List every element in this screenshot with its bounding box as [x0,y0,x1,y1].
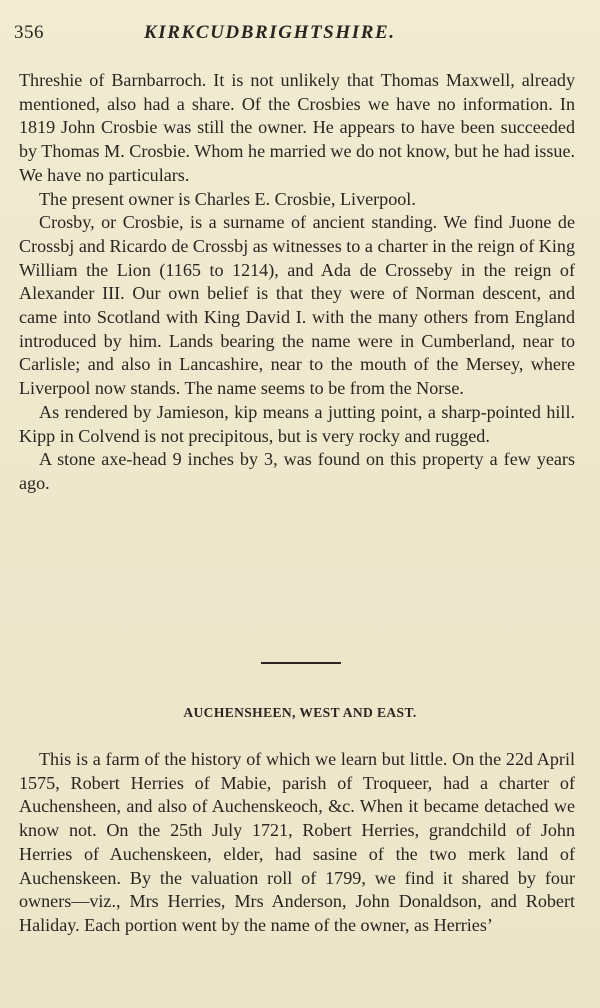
section-crosbie-text [19,69,575,496]
paragraph: Crosby, or Crosbie, is a surname of ancient standing. We find Juone de Crossbj and Ricardo de Crossbj as witnesses to a charter in the reign of King William the Lion (1165 to 1214), and Ada de Crosseby in the reign of Alexander III. Our own belief is that they were of Norman descent, and came into Scotland with King David I. with the many others from England introduced by him. Lands bearing the name were in Cumberland, near to Carlisle; and also in Lancashire, near to the mouth of the Mersey, where Liverpool now stands. The name seems to be from the Norse. [19,212,575,399]
paragraph: As rendered by Jamieson, kip means a jutting point, a sharp-pointed hill. Kipp in Colvend is not precipitous, but is very rocky and rugged. [19,401,575,446]
section-divider-rule [261,662,341,664]
section-auchensheen-text [19,748,575,938]
paragraph: Threshie of Barnbarroch. It is not unlikely that Thomas Maxwell, already mentioned, also had a share. Of the Crosbies we have no information. In 1819 John Crosbie was still the owner. He appears to have been succeeded by Thomas M. Crosbie. Whom he married we do not know, but he had issue. We have no particulars. [19,70,575,185]
page-number: 356 [14,22,44,43]
running-head [14,22,586,50]
paragraph: A stone axe-head 9 inches by 3, was found on this property a few years ago. [19,449,575,493]
running-title: KIRKCUDBRIGHTSHIRE. [144,22,396,43]
paragraph: The present owner is Charles E. Crosbie, Liverpool. [39,188,416,209]
paragraph: This is a farm of the history of which we learn but little. On the 22d April 1575, Robert Herries of Mabie, parish of Troqueer, had a charter of Auchensheen, and also of Auchenskeoch, &c. When it became detached we know not. On the 25th July 1721, Robert Herries, grandchild of John Herries of Auchenskeen, elder, had sasine of the two merk land of Auchenskeen. By the valuation roll of 1799, we find it shared by four owners—viz., Mrs Herries, Mrs Anderson, John Donaldson, and Robert Haliday. Each portion went by the name of the owner, as Herries’ [19,749,575,935]
section-heading: AUCHENSHEEN, WEST AND EAST. [183,705,417,720]
